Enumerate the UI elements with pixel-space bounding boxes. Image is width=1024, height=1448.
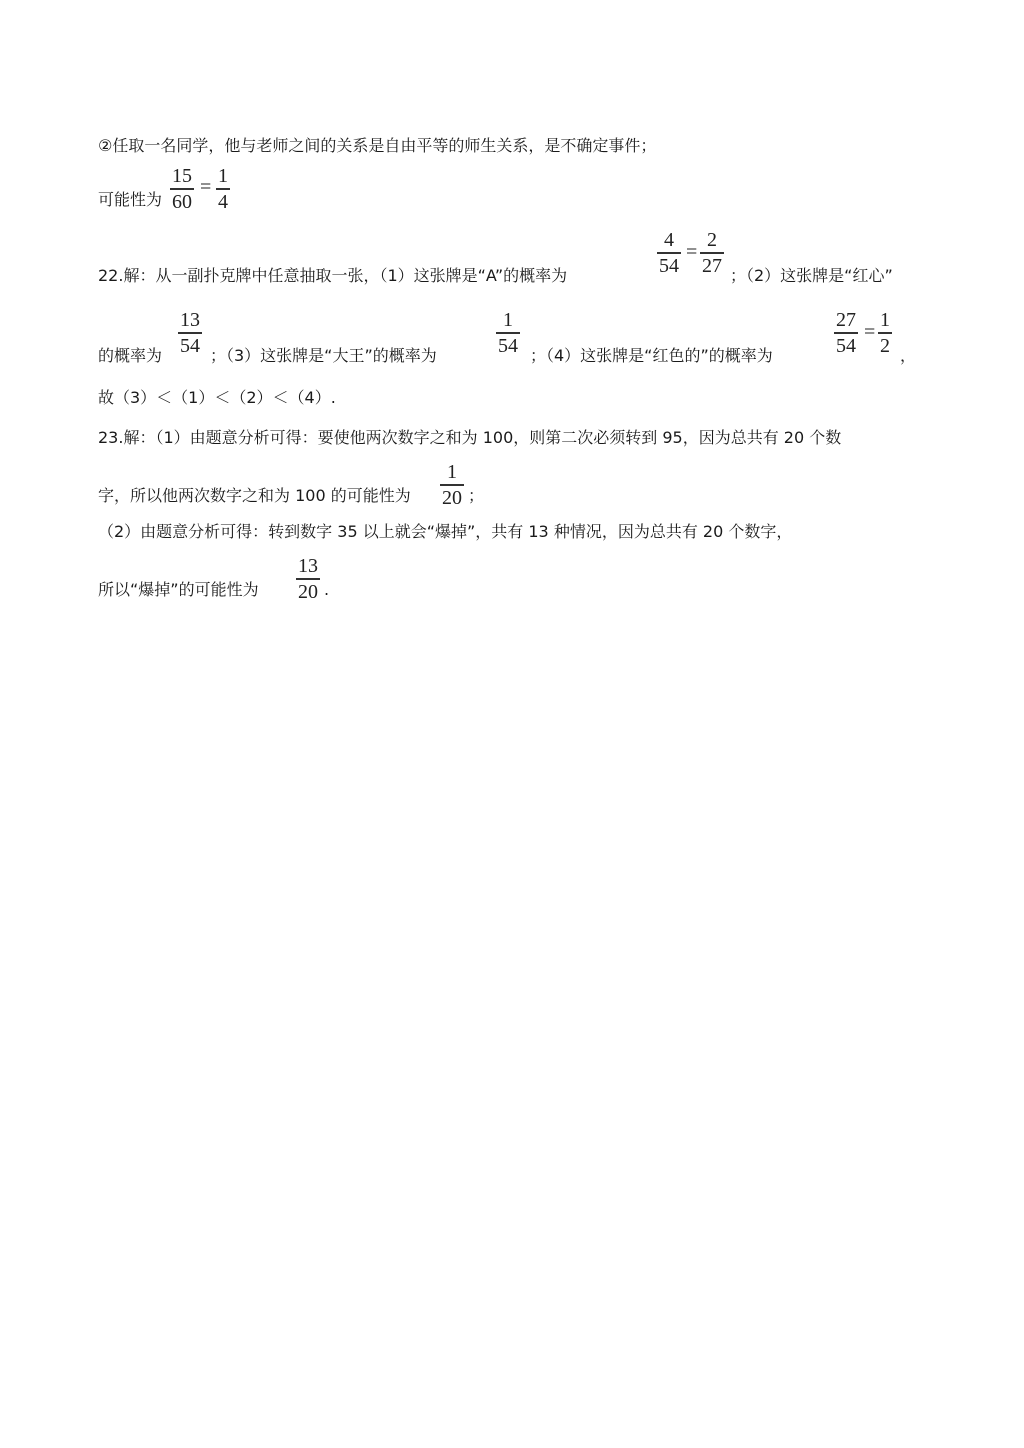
q22-part3-text: ；（3）这张牌是“大王”的概率为 bbox=[210, 346, 437, 365]
item2-fraction-2 bbox=[216, 166, 230, 213]
denominator: 54 bbox=[659, 255, 679, 277]
q23-part2-line2: 所以“爆掉”的可能性为 bbox=[98, 580, 259, 599]
q23-part1-line2: 字，所以他两次数字之和为 100 的可能性为 bbox=[98, 486, 411, 505]
fraction-bar bbox=[657, 252, 681, 254]
q23-semicolon: ； bbox=[468, 486, 485, 505]
denominator: 2 bbox=[880, 335, 890, 357]
numerator: 1 bbox=[447, 461, 457, 483]
q23-fraction-2 bbox=[296, 556, 320, 603]
fraction-bar bbox=[440, 484, 464, 486]
fraction-bar bbox=[178, 332, 202, 334]
fraction-bar bbox=[170, 188, 194, 190]
denominator: 54 bbox=[180, 335, 200, 357]
item2-prob-label: 可能性为 bbox=[98, 190, 163, 209]
q22-fraction-a-1 bbox=[657, 230, 681, 277]
denominator: 20 bbox=[442, 487, 462, 509]
numerator: 1 bbox=[218, 165, 228, 187]
numerator: 4 bbox=[664, 229, 674, 251]
denominator: 20 bbox=[298, 581, 318, 603]
q22-part4-text: ；（4）这张牌是“红色的”的概率为 bbox=[530, 346, 773, 365]
q22-comma: ， bbox=[900, 346, 917, 365]
q22-part2-text: ；（2）这张牌是“红心” bbox=[730, 266, 893, 285]
q23-part2-line1: （2）由题意分析可得：转到数字 35 以上就会“爆掉”，共有 13 种情况，因为总共有 20 个数字， bbox=[98, 522, 793, 541]
item2-equals: = bbox=[200, 176, 212, 198]
denominator: 54 bbox=[498, 335, 518, 357]
numerator: 1 bbox=[503, 309, 513, 331]
fraction-bar bbox=[216, 188, 230, 190]
q22-conclusion: 故（3）＜（1）＜（2）＜（4）. bbox=[98, 388, 336, 407]
fraction-bar bbox=[496, 332, 520, 334]
q22-prob-label: 的概率为 bbox=[98, 346, 163, 365]
q23-period: . bbox=[324, 580, 330, 599]
numerator: 27 bbox=[836, 309, 856, 331]
q22-fraction-heart bbox=[178, 310, 202, 357]
q22-fraction-red-2 bbox=[878, 310, 892, 357]
q23-part1-line1: 23.解：（1）由题意分析可得：要使他两次数字之和为 100，则第二次必须转到 95，因为总共有 20 个数 bbox=[98, 428, 842, 447]
q22-equals-1: = bbox=[686, 241, 698, 263]
numerator: 1 bbox=[880, 309, 890, 331]
q23-fraction-1 bbox=[440, 462, 464, 509]
q22-intro: 22.解：从一副扑克牌中任意抽取一张，（1）这张牌是“A”的概率为 bbox=[98, 266, 568, 285]
fraction-bar bbox=[834, 332, 858, 334]
fraction-bar bbox=[296, 578, 320, 580]
item2-fraction-1 bbox=[170, 166, 194, 213]
fraction-bar bbox=[700, 252, 724, 254]
numerator: 13 bbox=[298, 555, 318, 577]
item2-statement: ②任取一名同学，他与老师之间的关系是自由平等的师生关系，是不确定事件； bbox=[98, 136, 657, 155]
denominator: 27 bbox=[702, 255, 722, 277]
q22-fraction-joker bbox=[496, 310, 520, 357]
q22-fraction-red-1 bbox=[834, 310, 858, 357]
numerator: 15 bbox=[172, 165, 192, 187]
numerator: 2 bbox=[707, 229, 717, 251]
denominator: 60 bbox=[172, 191, 192, 213]
numerator: 13 bbox=[180, 309, 200, 331]
q22-equals-2: = bbox=[864, 321, 876, 343]
denominator: 54 bbox=[836, 335, 856, 357]
q22-fraction-a-2 bbox=[700, 230, 724, 277]
denominator: 4 bbox=[218, 191, 228, 213]
fraction-bar bbox=[878, 332, 892, 334]
